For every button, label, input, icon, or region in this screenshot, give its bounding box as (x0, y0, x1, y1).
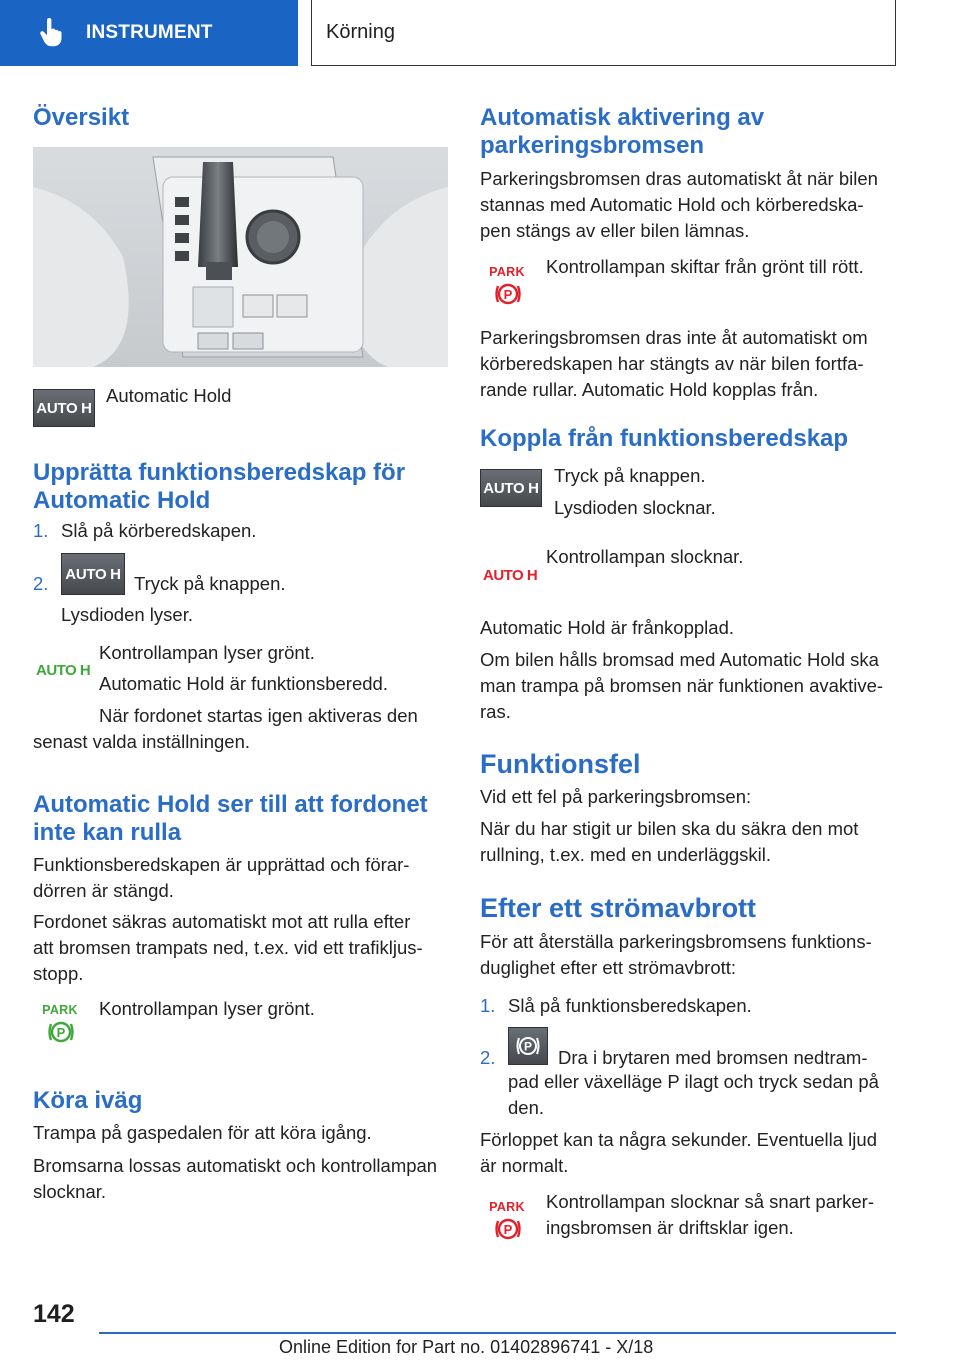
heading-stromavbrott: Efter ett strömavbrott (480, 893, 757, 923)
step-text: Slå på körberedskapen. (61, 520, 257, 541)
chapter-tab[interactable] (0, 0, 298, 66)
auto-hold-caption: Automatic Hold (106, 385, 232, 406)
step-text: Tryck på knappen. (554, 465, 706, 486)
heading-oversikt: Översikt (33, 104, 130, 131)
section-header (311, 0, 896, 66)
heading-aktivering: Automatisk aktivering av parkeringsbromsen (480, 104, 765, 159)
lamp-text: senast valda inställningen. (33, 731, 251, 752)
auto-hold-lamp-icon: AUTO H (483, 567, 538, 584)
paragraph: Parkeringsbromsen dras automatiskt åt när bilen stannas med Automatic Hold och körberedska- pen stängs av eller bilen lämnas. (480, 168, 878, 241)
step-number: 1. (480, 995, 496, 1016)
paragraph: Automatic Hold är frånkopplad. (480, 617, 734, 638)
chapter-tab-label: INSTRUMENT (86, 22, 213, 43)
park-lamp-icon: PARK P (42, 1003, 78, 1040)
paragraph: Funktionsberedskapen är upprättad och förar- dörren är stängd. (33, 854, 410, 901)
park-lamp-icon: PARK P (489, 1200, 525, 1237)
svg-text:P: P (503, 1222, 513, 1237)
lamp-text: När fordonet startas igen aktiveras den (99, 705, 418, 726)
paragraph: Förloppet kan ta några sekunder. Eventuella ljud är normalt. (480, 1129, 877, 1176)
auto-hold-button-text: AUTO H (36, 399, 92, 417)
lamp-text: Kontrollampan slocknar. (546, 546, 744, 567)
paragraph: När du har stigit ur bilen ska du säkra den mot rullning, t.ex. med en underläggskil. (480, 818, 859, 865)
lamp-text: Automatic Hold är funktionsberedd. (99, 673, 388, 694)
step-subtext: Lysdioden lyser. (61, 604, 193, 625)
heading-kora: Köra iväg (33, 1087, 143, 1114)
auto-hold-button[interactable] (480, 469, 542, 507)
svg-text:P: P (503, 287, 513, 302)
park-lamp-text: Kontrollampan skiftar från grönt till rött. (546, 256, 864, 277)
park-lamp-text: Kontrollampan lyser grönt. (99, 998, 315, 1019)
auto-hold-button-text: AUTO H (483, 479, 539, 497)
paragraph: Bromsarna lossas automatiskt och kontrollampan slocknar. (33, 1155, 438, 1202)
park-lamp-text: Kontrollampan slocknar så snart parker- ingsbromsen är driftsklar igen. (546, 1191, 875, 1238)
footer-edition: Online Edition for Part no. 01402896741 - X/18 (279, 1337, 654, 1357)
paragraph: Vid ett fel på parkeringsbromsen: (480, 786, 752, 807)
paragraph: Trampa på gaspedalen för att köra igång. (33, 1122, 372, 1143)
park-lamp-icon: PARK P (489, 265, 525, 302)
step-number: 1. (33, 520, 49, 541)
parking-brake-icon (514, 1033, 542, 1059)
lamp-text: Kontrollampan lyser grönt. (99, 642, 315, 663)
step-text: Dra i brytaren med bromsen nedtram- (558, 1047, 868, 1068)
auto-hold-button[interactable] (61, 553, 125, 595)
paragraph: Om bilen hålls bromsad med Automatic Hold ska man trampa på bromsen när funktionen avaktive- ras. (480, 649, 884, 722)
auto-hold-lamp-icon: AUTO H (36, 662, 91, 679)
footer-divider (99, 1332, 896, 1334)
section-title: Körning (326, 21, 395, 43)
heading-rulla: Automatic Hold ser till att fordonet inte kan rulla (33, 791, 428, 846)
step-text: Slå på funktionsberedskapen. (508, 995, 752, 1016)
gear-console-photo (33, 147, 448, 367)
paragraph: Fordonet säkras automatiskt mot att rulla efter att bromsen trampats ned, t.ex. vid ett trafikljus- stopp. (33, 911, 423, 984)
step-text: Lysdioden slocknar. (554, 497, 716, 518)
step-number: 2. (33, 573, 49, 594)
auto-hold-button[interactable] (33, 389, 95, 427)
step-text: Tryck på knappen. (134, 573, 286, 594)
parking-brake-switch[interactable] (508, 1027, 548, 1065)
hand-pointer-icon (38, 18, 64, 48)
heading-funktionsfel: Funktionsfel (480, 749, 641, 779)
paragraph: Parkeringsbromsen dras inte åt automatiskt om körberedskapen har stängts av när bilen fortfa- rande rullar. Automatic Hold kopplas från. (480, 327, 868, 400)
svg-text:P: P (56, 1025, 66, 1040)
heading-uppratta: Upprätta funktionsberedskap för Automatic Hold (33, 459, 406, 514)
step-text: pad eller växelläge P ilagt och tryck sedan på den. (508, 1071, 879, 1118)
heading-koppla: Koppla från funktionsberedskap (480, 425, 849, 452)
svg-text:P: P (523, 1039, 533, 1054)
step-number: 2. (480, 1047, 496, 1068)
paragraph: För att återställa parkeringsbromsens funktions- duglighet efter ett strömavbrott: (480, 931, 872, 978)
page-number: 142 (33, 1300, 75, 1328)
auto-hold-button-text: AUTO H (65, 565, 121, 583)
